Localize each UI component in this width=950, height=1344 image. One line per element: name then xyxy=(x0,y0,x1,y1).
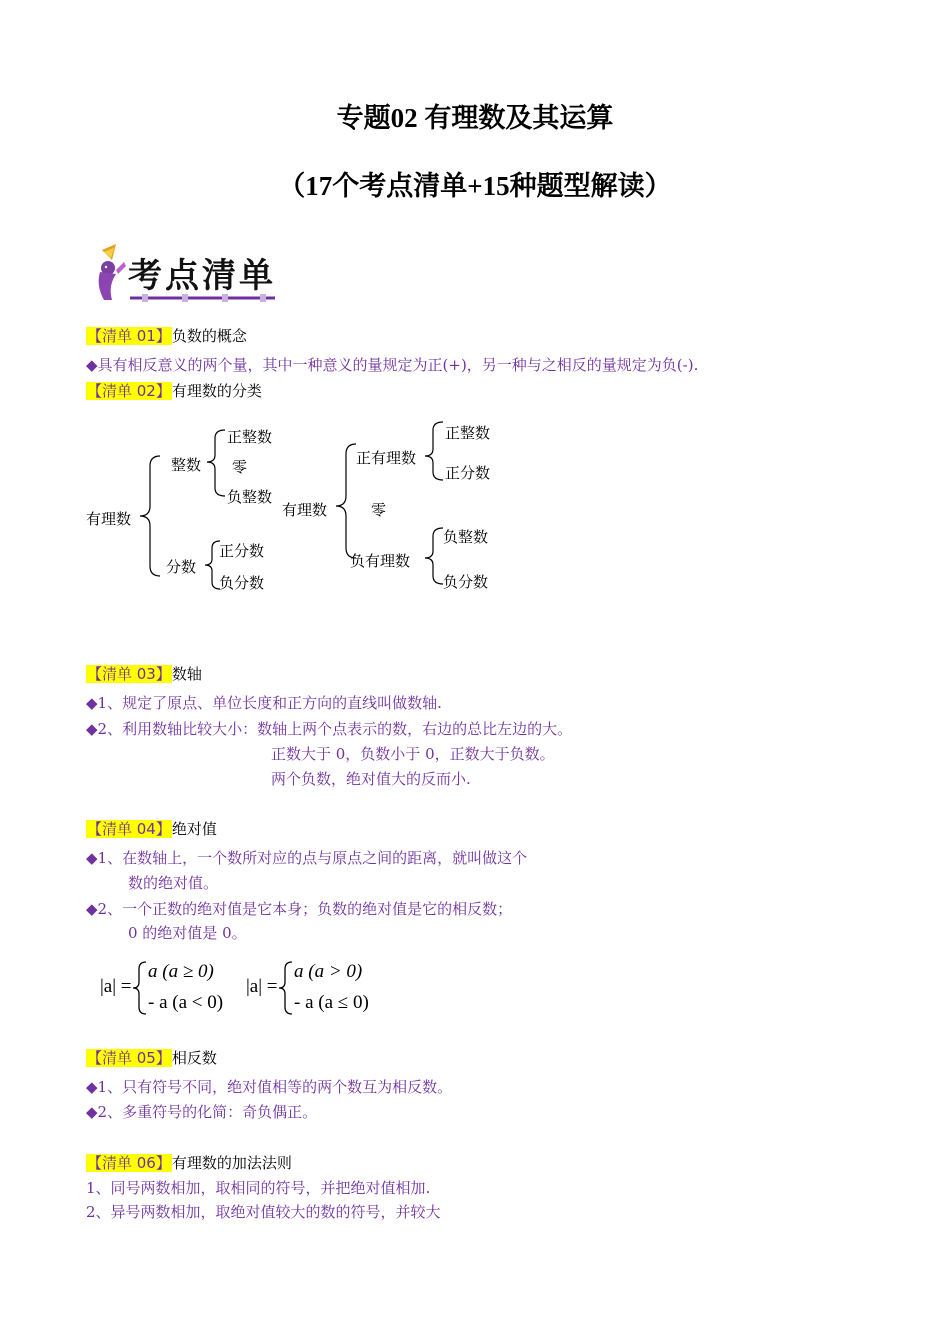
section-06-heading xyxy=(86,1152,292,1173)
formula-1-case-2: - a (a < 0) xyxy=(148,992,224,1013)
label-pos-int-left: 正整数 xyxy=(227,428,273,446)
text-line: ◆1、只有符号不同，绝对值相等的两个数互为相反数。 xyxy=(86,1078,453,1096)
text-line: 0 的绝对值是 0。 xyxy=(128,924,247,942)
label-neg-frac-left: 负分数 xyxy=(219,574,265,592)
text-line: ◆2、利用数轴比较大小：数轴上两个点表示的数，右边的总比左边的大。 xyxy=(86,720,573,738)
text-line: ◆1、规定了原点、单位长度和正方向的直线叫做数轴. xyxy=(86,694,442,712)
text-line: 数的绝对值。 xyxy=(128,874,219,892)
label-rational-root-right: 有理数 xyxy=(282,501,328,519)
page-title: 专题02 有理数及其运算 xyxy=(336,103,614,133)
checklist-banner xyxy=(90,242,280,308)
absolute-value-formula xyxy=(96,958,396,1018)
section-01-heading xyxy=(86,325,247,346)
page-subtitle: （17个考点清单+15种题型解读） xyxy=(278,171,672,201)
label-zero-left: 零 xyxy=(232,458,248,476)
classification-diagram xyxy=(0,410,950,610)
section-03-heading xyxy=(86,663,202,684)
label-rational-root-left: 有理数 xyxy=(86,510,132,528)
formula-1-case-1: a (a ≥ 0) xyxy=(148,961,214,982)
section-02-heading xyxy=(86,380,262,401)
text-line: ◆具有相反意义的两个量，其中一种意义的量规定为正(+)，另一种与之相反的量规定为负(-). xyxy=(86,356,699,374)
label-neg-rational: 负有理数 xyxy=(350,552,411,570)
text-line: 1、同号两数相加，取相同的符号，并把绝对值相加. xyxy=(86,1179,431,1197)
label-neg-int-left: 负整数 xyxy=(227,488,273,506)
banner-text: 考点清单 xyxy=(128,256,276,296)
text-line: ◆2、多重符号的化简：奇负偶正。 xyxy=(86,1103,318,1121)
section-tag: 【清单 05】 xyxy=(87,1049,171,1067)
label-pos-frac-right: 正分数 xyxy=(445,464,491,482)
text-line: ◆1、在数轴上，一个数所对应的点与原点之间的距离，就叫做这个 xyxy=(86,849,528,867)
label-fraction: 分数 xyxy=(166,558,197,576)
section-04-heading xyxy=(86,818,217,839)
text-line: ◆2、一个正数的绝对值是它本身；负数的绝对值是它的相反数； xyxy=(86,900,513,918)
label-zero-right: 零 xyxy=(371,501,387,519)
label-neg-frac-right: 负分数 xyxy=(443,573,489,591)
formula-2-lhs: |a| = xyxy=(246,976,278,997)
text-line: 2、异号两数相加，取绝对值较大的数的符号，并较大 xyxy=(86,1203,441,1221)
section-tag: 【清单 03】 xyxy=(87,665,171,683)
section-title: 有理数的加法法则 xyxy=(171,1154,292,1172)
section-title: 有理数的分类 xyxy=(171,382,262,400)
label-integer: 整数 xyxy=(171,456,202,474)
label-pos-int-right: 正整数 xyxy=(445,424,491,442)
section-title: 绝对值 xyxy=(171,820,217,838)
section-05-heading xyxy=(86,1047,217,1068)
label-pos-rational: 正有理数 xyxy=(356,449,417,467)
section-tag: 【清单 01】 xyxy=(87,327,171,345)
formula-2-case-2: - a (a ≤ 0) xyxy=(294,992,369,1013)
section-title: 相反数 xyxy=(171,1049,217,1067)
section-tag: 【清单 06】 xyxy=(87,1154,171,1172)
formula-1-lhs: |a| = xyxy=(100,976,132,997)
label-pos-frac-left: 正分数 xyxy=(219,542,265,560)
section-tag: 【清单 02】 xyxy=(87,382,171,400)
text-line: 正数大于 0，负数小于 0，正数大于负数。 xyxy=(271,745,555,763)
section-title: 数轴 xyxy=(171,665,202,683)
text-line: 两个负数，绝对值大的反而小. xyxy=(271,770,471,788)
section-title: 负数的概念 xyxy=(171,327,247,345)
section-tag: 【清单 04】 xyxy=(87,820,171,838)
formula-2-case-1: a (a > 0) xyxy=(294,961,363,982)
label-neg-int-right: 负整数 xyxy=(443,528,489,546)
